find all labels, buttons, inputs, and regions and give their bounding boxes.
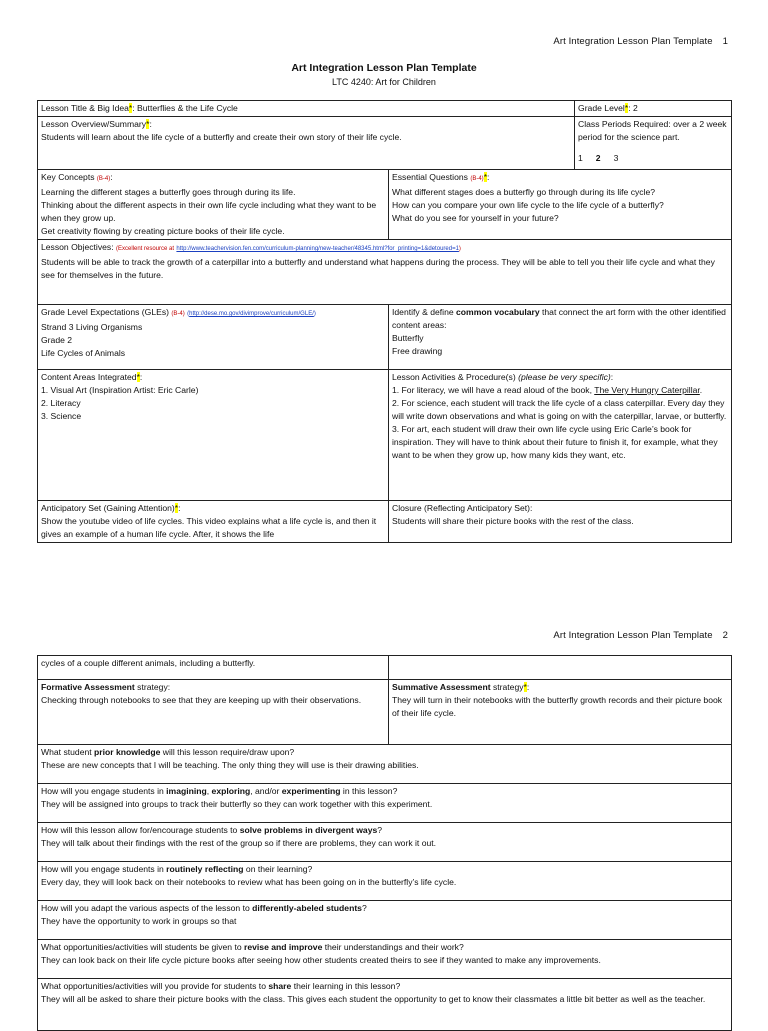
- vocab-suffix: that connect the art form with the other identified content areas:: [392, 307, 726, 330]
- question: What student prior knowledge will this lesson require/draw upon?: [41, 747, 295, 757]
- objectives-resource-suffix: ): [458, 246, 461, 252]
- required-marker: *: [146, 119, 150, 129]
- summative-assessment-cell: Summative Assessment strategy*: They will turn in their notebooks with the butterfly growth records and their picture book of their life cycle.: [389, 680, 732, 745]
- question: What opportunities/activities will students be given to revise and improve their understandings and their work?: [41, 942, 464, 952]
- activities-cell: Lesson Activities & Procedure(s) (please be very specific): 1. For literacy, we will have a read aloud of the book, The Very Hungry Caterpillar. 2. For science, each student will track the life cycle of a class caterpillar. Every day they will write down observations and what is going on with the caterpillar, larvae, or butterfly. 3. For art, each student will draw their own life cycle using Eric Carle’s book for inspiration. They will have to think about their future to finish it, for example, what they want to be when they grow up, how many kids they want, etc.: [389, 370, 732, 501]
- period-1: 1: [578, 153, 583, 163]
- required-marker: *: [136, 372, 140, 382]
- anticipatory-set-cell: Anticipatory Set (Gaining Attention)*: Show the youtube video of life cycles. This video explains what a life cycle is, and then it gives an example of a human life cycle. After, it shows the life: [38, 501, 389, 543]
- gle-ref: (B-4): [171, 311, 185, 317]
- closure-label: Closure (Reflecting Anticipatory Set):: [392, 503, 533, 513]
- engage-imagining-cell: [38, 784, 732, 823]
- vocab-prefix: Identify & define: [392, 307, 454, 317]
- activity-2-text: 2. For science, each student will track the life cycle of a class caterpillar. Every day they will write down observations and what is going on with the caterpillar, larvae, or butterfly.: [392, 398, 727, 421]
- objectives-resource-link[interactable]: http://www.teachervision.fen.com/curriculum-planning/new-teacher/48345.html?for_printing=1&detoured=1: [176, 246, 459, 252]
- overview-cell: Lesson Overview/Summary*: Students will learn about the life cycle of a butterfly and create their own story of their life cycle.: [38, 117, 575, 170]
- content-label: Content Areas Integrated: [41, 372, 137, 382]
- summative-text: They will turn in their notebooks with the butterfly growth records and their picture book of their life cycle.: [392, 695, 723, 718]
- header-title: Art Integration Lesson Plan Template: [553, 36, 713, 47]
- document-subtitle: LTC 4240: Art for Children: [332, 77, 436, 87]
- answer: Every day, they will look back on their notebooks to review what has been going on in the butterfly’s life cycle.: [41, 877, 457, 887]
- required-marker: *: [523, 682, 527, 692]
- question: How will this lesson allow for/encourage students to solve problems in divergent ways?: [41, 825, 383, 835]
- answer: These are new concepts that I will be teaching. The only thing they will use is their drawing abilities.: [41, 760, 419, 770]
- anticipatory-continued-cell: [38, 656, 389, 680]
- continued-text: cycles of a couple different animals, including a butterfly.: [41, 658, 256, 668]
- activities-note: (please be very specific): [518, 372, 611, 382]
- content-area-item: 3. Science: [41, 411, 82, 421]
- gle-item: Strand 3 Living Organisms: [41, 322, 143, 332]
- lesson-title-label: Lesson Title & Big Idea: [41, 103, 129, 113]
- vocab-item: Free drawing: [392, 346, 443, 356]
- essential-ref: (B-4): [470, 176, 484, 182]
- vocab-bold: common vocabulary: [456, 307, 540, 317]
- required-marker: *: [128, 103, 133, 113]
- key-concepts-cell: Key Concepts (B-4): Learning the different stages a butterfly goes through during its life. Thinking about the different aspects in their own life cycle including what they want to be when they grow up. Get creativity flowing by creating picture books of their life cycle.: [38, 170, 389, 240]
- key-concept-item: Learning the different stages a butterfly goes through during its life.: [41, 187, 296, 197]
- key-concept-item: Thinking about the different aspects in their own life cycle including what they want to be when they grow up.: [41, 200, 377, 223]
- grade-level-cell: [575, 101, 732, 117]
- essential-question: What do you see for yourself in your future?: [392, 213, 559, 223]
- empty-cell: [389, 656, 732, 680]
- period-options: [578, 152, 728, 165]
- summative-label: Summative Assessment: [392, 682, 491, 692]
- formative-suffix: strategy:: [137, 682, 171, 692]
- anticipatory-label: Anticipatory Set (Gaining Attention): [41, 503, 175, 513]
- answer: They will all be asked to share their picture books with the class. This gives each student the opportunity to get to know their classmates a little bit better as well as the teacher.: [41, 994, 706, 1004]
- objectives-text: Students will be able to track the growth of a caterpillar into a butterfly and understand what happens during the process. They will be able to tell you their life cycle and what they see for themselves in the future.: [41, 257, 715, 280]
- required-marker: *: [624, 103, 629, 113]
- activity-3-text: 3. For art, each student will draw their own life cycle using Eric Carle’s book for inspiration. They will have to think about their future to finish it, for example, what they want to be when they grow up, how many kids they want, etc.: [392, 424, 718, 460]
- header-title: Art Integration Lesson Plan Template: [553, 630, 713, 641]
- gle-link[interactable]: http://dese.mo.gov/divimprove/curriculum/GLE/: [189, 311, 314, 317]
- adapt-students-cell: [38, 901, 732, 940]
- question: How will you adapt the various aspects of the lesson to differently-abeled students?: [41, 903, 367, 913]
- overview-text: Students will learn about the life cycle of a butterfly and create their own story of their life cycle.: [41, 132, 402, 142]
- objectives-resource-prefix: (Excellent resource at: [116, 246, 175, 252]
- formative-text: Checking through notebooks to see that they are keeping up with their observations.: [41, 695, 362, 705]
- gle-label: Grade Level Expectations (GLEs): [41, 307, 170, 317]
- essential-questions-cell: Essential Questions (B-4)*: What different stages does a butterfly go through during its life cycle? How can you compare your own life cycle to the life cycle of a butterfly? What do you see for yourself in your future?: [389, 170, 732, 240]
- gle-item: Grade 2: [41, 335, 73, 345]
- question: How will you engage students in routinely reflecting on their learning?: [41, 864, 313, 874]
- content-area-item: 2. Literacy: [41, 398, 81, 408]
- essential-label: Essential Questions: [392, 172, 468, 182]
- required-marker: *: [174, 503, 179, 513]
- key-concepts-ref: (B-4): [96, 176, 111, 182]
- question: How will you engage students in imagining, exploring, and/or experimenting in this lesson?: [41, 786, 398, 796]
- gle-item: Life Cycles of Animals: [41, 348, 126, 358]
- answer: They have the opportunity to work in groups so that: [41, 916, 237, 926]
- answer: They will be assigned into groups to track their butterfly so they can work together with this experiment.: [41, 799, 433, 809]
- share-learning-cell: [38, 979, 732, 1031]
- divergent-problems-cell: [38, 823, 732, 862]
- question: What opportunities/activities will you provide for students to share their learning in this lesson?: [41, 981, 401, 991]
- overview-label: Lesson Overview/Summary: [41, 119, 147, 129]
- content-areas-cell: Content Areas Integrated*: 1. Visual Art (Inspiration Artist: Eric Carle) 2. Literacy 3. Science: [38, 370, 389, 501]
- grade-label: Grade Level: [578, 103, 625, 113]
- lesson-plan-table-page1: [37, 100, 732, 543]
- vocabulary-cell: [389, 305, 732, 370]
- answer: They can look back on their life cycle picture books after seeing how other students created theirs to see if they wanted to make any improvements.: [41, 955, 601, 965]
- summative-suffix: strategy: [492, 682, 524, 692]
- page-number: 1: [722, 36, 728, 47]
- essential-question: How can you compare your own life cycle to the life cycle of a butterfly?: [392, 200, 664, 210]
- activities-label: Lesson Activities & Procedure(s): [392, 372, 516, 382]
- key-concept-item: Get creativity flowing by creating picture books of their life cycle.: [41, 226, 285, 236]
- class-periods-text: Class Periods Required: over a 2 week period for the science part.: [578, 119, 727, 142]
- class-periods-cell: [575, 117, 732, 170]
- gle-cell: Grade Level Expectations (GLEs) (B-4) (http://dese.mo.gov/divimprove/curriculum/GLE/) Strand 3 Living Organisms Grade 2 Life Cycles of Animals: [38, 305, 389, 370]
- activity-1-book-title: The Very Hungry Caterpillar: [594, 385, 700, 395]
- key-concepts-label: Key Concepts: [41, 172, 95, 182]
- period-2-selected: 2: [595, 153, 601, 163]
- objectives-label: Lesson Objectives:: [41, 242, 114, 252]
- grade-value: : 2: [628, 103, 638, 113]
- vocab-item: Butterfly: [392, 333, 424, 343]
- lesson-plan-table-page2: [37, 655, 732, 1031]
- lesson-title-value: : Butterflies & the Life Cycle: [132, 103, 238, 113]
- closure-text: Students will share their picture books with the rest of the class.: [392, 516, 634, 526]
- lesson-title-cell: [38, 101, 575, 117]
- required-marker: *: [483, 172, 488, 182]
- document-title: Art Integration Lesson Plan Template: [291, 62, 477, 74]
- page-header: [553, 630, 728, 641]
- content-area-item: 1. Visual Art (Inspiration Artist: Eric Carle): [41, 385, 199, 395]
- page-number: 2: [722, 630, 728, 641]
- essential-question: What different stages does a butterfly go through during its life cycle?: [392, 187, 656, 197]
- formative-assessment-cell: [38, 680, 389, 745]
- prior-knowledge-cell: [38, 745, 732, 784]
- objectives-cell: [38, 240, 732, 305]
- closure-cell: [389, 501, 732, 543]
- activity-1-text: 1. For literacy, we will have a read aloud of the book,: [392, 385, 592, 395]
- answer: They will talk about their findings with the rest of the group so if there are problems, they can work it out.: [41, 838, 437, 848]
- revise-improve-cell: [38, 940, 732, 979]
- reflecting-cell: [38, 862, 732, 901]
- anticipatory-text: Show the youtube video of life cycles. This video explains what a life cycle is, and then it gives an example of a human life cycle. After, it shows the life: [41, 516, 377, 539]
- formative-label: Formative Assessment: [41, 682, 135, 692]
- period-3: 3: [613, 153, 619, 163]
- page-header: [553, 36, 728, 47]
